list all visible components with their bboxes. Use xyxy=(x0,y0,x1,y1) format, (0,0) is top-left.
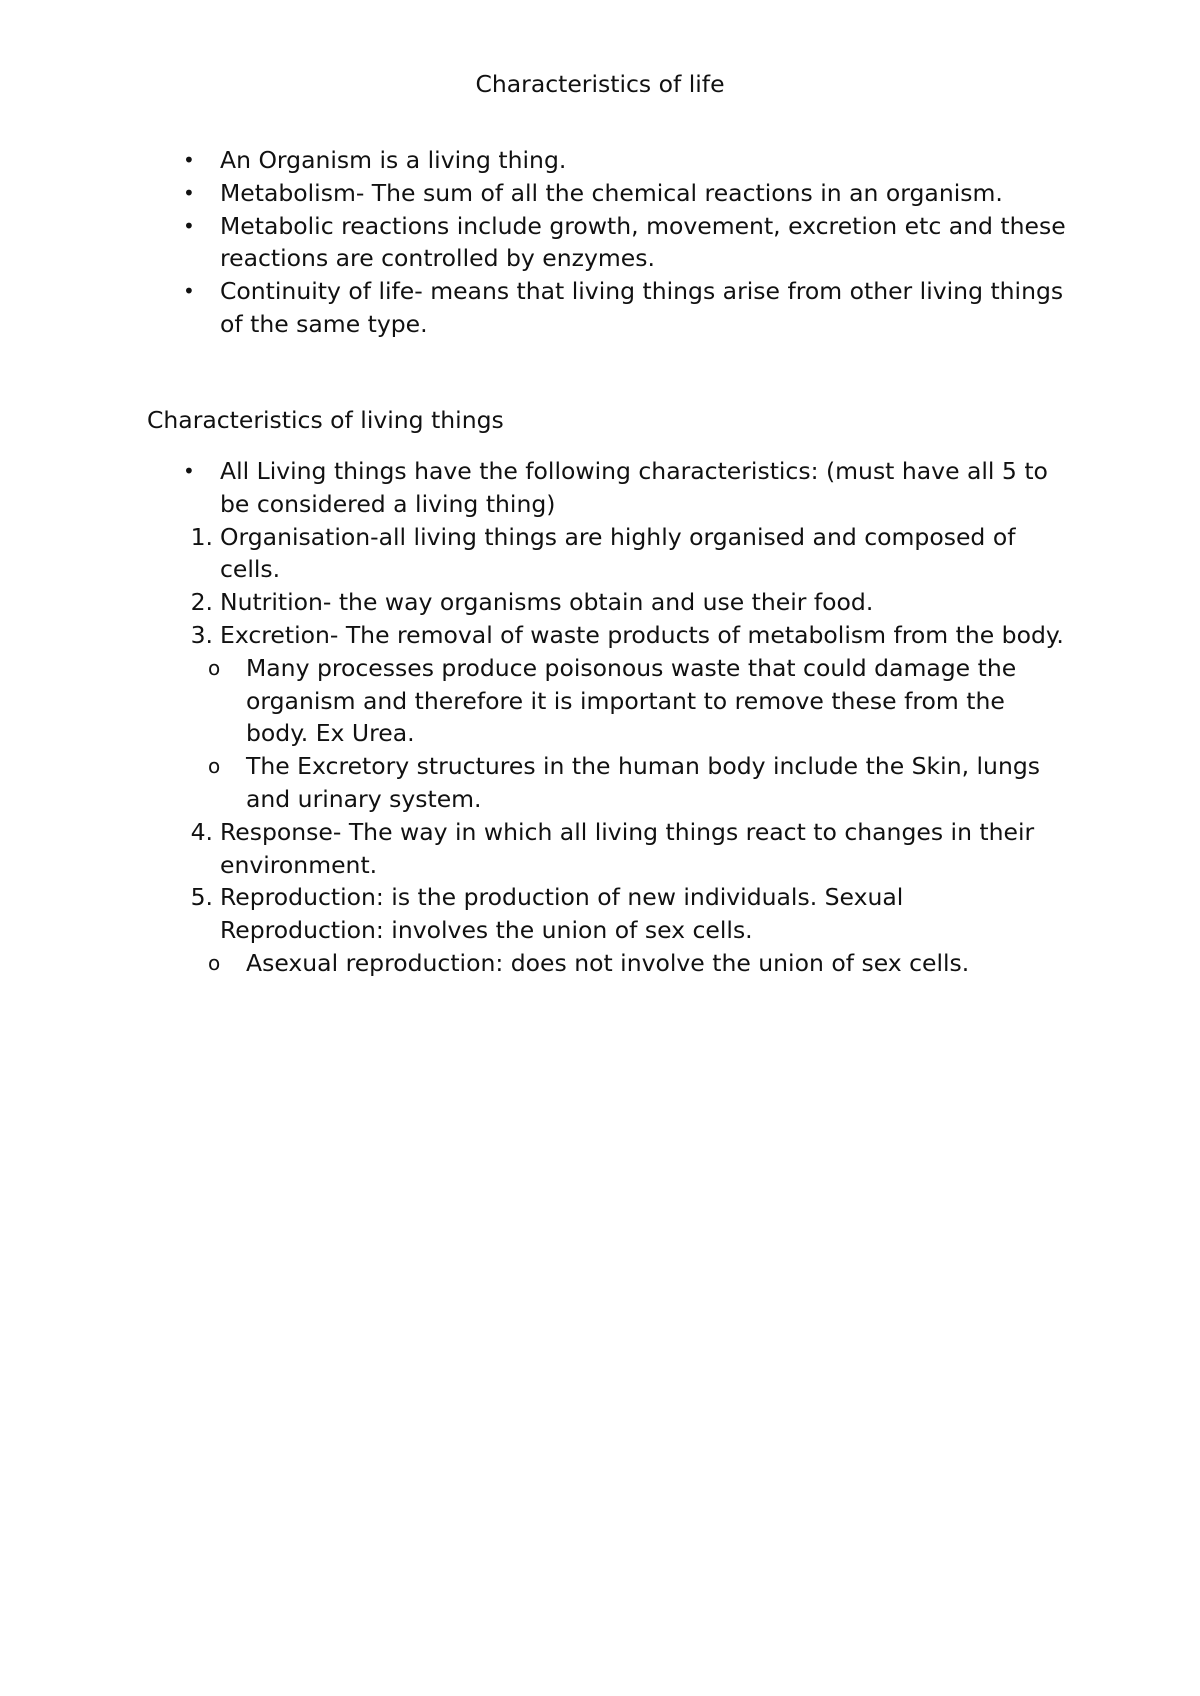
numbered-item xyxy=(173,619,1073,652)
numbered-item xyxy=(173,586,1073,619)
bullet-icon: • xyxy=(183,148,195,172)
intro-bullet-list xyxy=(173,144,1073,341)
item-number: 2. xyxy=(190,588,213,617)
list-item-text: Metabolism- The sum of all the chemical reactions in an organism. xyxy=(220,178,1003,207)
numbered-item xyxy=(173,881,1073,947)
sub-bullet-list xyxy=(173,652,1073,816)
sub-list-item-text: Many processes produce poisonous waste that could damage the organism and therefore it is important to remove these from the body. Ex Urea. xyxy=(246,653,1017,748)
list-item-text: Response- The way in which all living things react to changes in their environment. xyxy=(220,817,1035,879)
numbered-item xyxy=(173,521,1073,587)
list-item xyxy=(173,144,1073,177)
circle-bullet-icon: o xyxy=(208,950,221,975)
list-item-text: Nutrition- the way organisms obtain and use their food. xyxy=(220,588,874,617)
document-title: Characteristics of life xyxy=(475,70,725,98)
list-item xyxy=(173,275,1073,341)
item-number: 1. xyxy=(190,522,213,551)
sub-bullet-list xyxy=(173,947,1073,980)
bullet-icon: • xyxy=(183,213,195,238)
circle-bullet-icon: o xyxy=(208,754,221,779)
list-item xyxy=(173,177,1073,210)
sub-list-item xyxy=(126,750,1073,816)
numbered-item xyxy=(173,816,1073,882)
sub-list-item-text: The Excretory structures in the human body include the Skin, lungs and urinary system. xyxy=(246,752,1041,813)
sub-list-item xyxy=(126,652,1073,750)
list-item-text: Continuity of life- means that living things arise from other living things of the same type. xyxy=(220,277,1064,338)
list-item xyxy=(173,210,1073,276)
circle-bullet-icon: o xyxy=(208,655,221,680)
lead-bullet-item xyxy=(173,455,1073,521)
bullet-icon: • xyxy=(183,459,195,483)
characteristics-list xyxy=(173,455,1073,980)
item-number: 4. xyxy=(190,817,213,846)
item-number: 5. xyxy=(190,883,213,912)
sub-list-item-text: Asexual reproduction: does not involve the union of sex cells. xyxy=(246,948,970,977)
item-number: 3. xyxy=(190,620,213,649)
list-item-text: Excretion- The removal of waste products of metabolism from the body. xyxy=(220,620,1064,649)
list-item-text: Organisation-all living things are highly organised and composed of cells. xyxy=(220,522,1016,584)
list-item-text: Reproduction: is the production of new individuals. Sexual Reproduction: involves the union of sex cells. xyxy=(220,883,904,945)
bullet-icon: • xyxy=(183,180,195,205)
list-item-text: All Living things have the following characteristics: (must have all 5 to be considered a living thing) xyxy=(220,457,1048,518)
list-item-text: An Organism is a living thing. xyxy=(220,146,567,174)
sub-list-item xyxy=(126,947,1073,980)
section-heading: Characteristics of living things xyxy=(147,406,504,434)
bullet-icon: • xyxy=(183,279,195,304)
list-item-text: Metabolic reactions include growth, movement, excretion etc and these reactions are controlled by enzymes. xyxy=(220,211,1066,273)
